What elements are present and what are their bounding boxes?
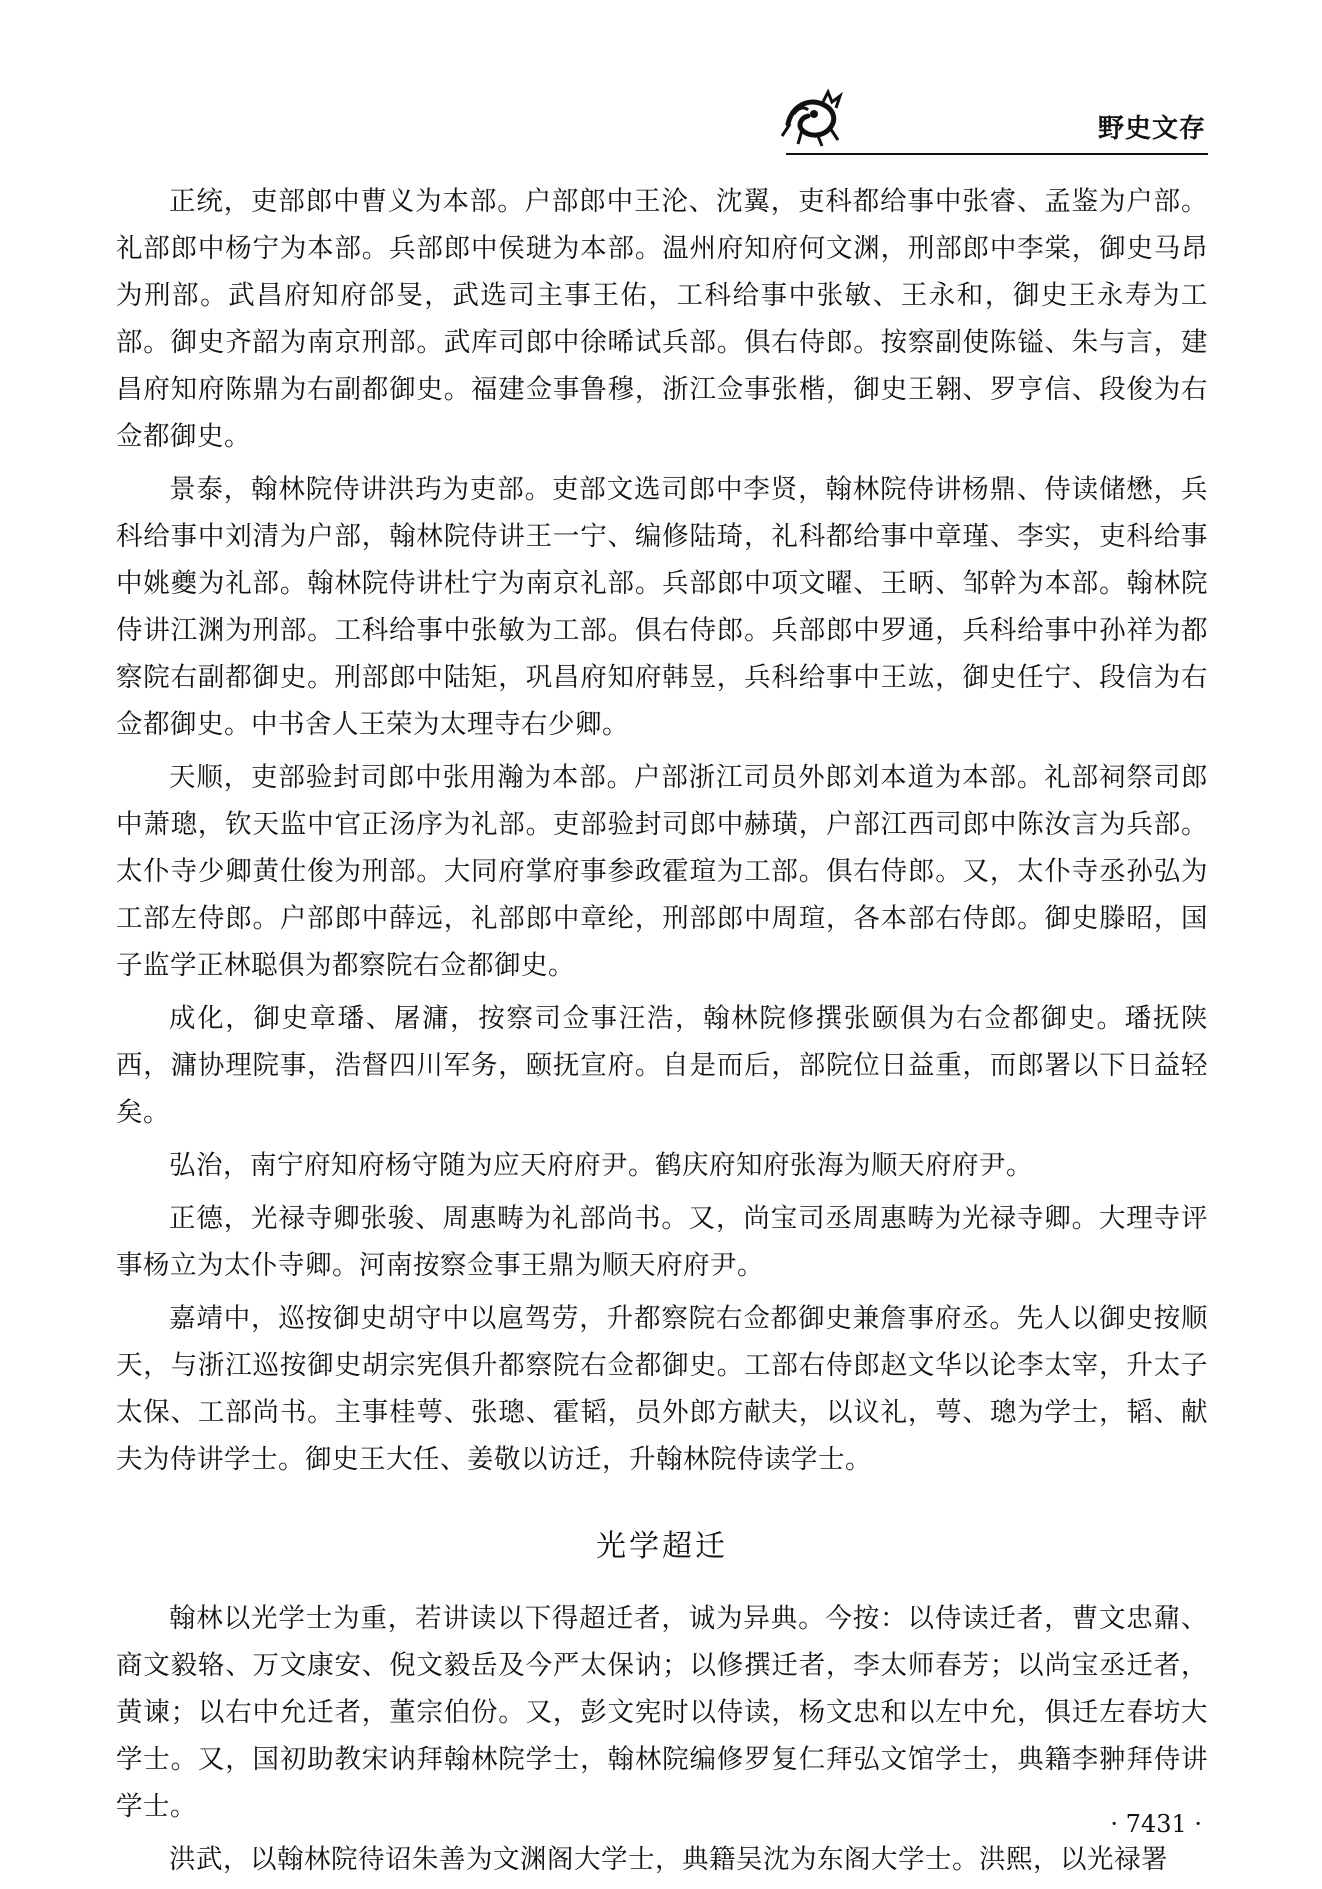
- page-header: [0, 0, 1322, 170]
- paragraph: 景泰，翰林院侍讲洪玙为吏部。吏部文选司郎中李贤，翰林院侍讲杨鼎、侍读储懋，兵科给事中刘清为户部，翰林院侍讲王一宁、编修陆琦，礼科都给事中章瑾、李实，吏科给事中姚夔为礼部。翰林院侍讲杜宁为南京礼部。兵部郎中项文曜、王昞、邹幹为本部。翰林院侍讲江渊为刑部。工科给事中张敏为工部。俱右侍郎。兵部郎中罗通，兵科给事中孙祥为都察院右副都御史。刑部郎中陆矩，巩昌府知府韩昱，兵科给事中王竑，御史任宁、段信为右佥都御史。中书舍人王荣为太理寺右少卿。: [116, 474, 1208, 740]
- section-heading: 光学超迁: [596, 1529, 728, 1564]
- paragraph: 洪武，以翰林院待诏朱善为文渊阁大学士，典籍吴沈为东阁大学士。洪熙，以光禄署: [169, 1844, 1168, 1875]
- dragon-icon: [778, 84, 848, 148]
- paragraph: 翰林以光学士为重，若讲读以下得超迁者，诚为异典。今按：以侍读迁者，曹文忠鼐、商文毅辂、万文康安、倪文毅岳及今严太保讷；以修撰迁者，李太师春芳；以尚宝丞迁者，黄谏；以右中允迁者，董宗伯份。又，彭文宪时以侍读，杨文忠和以左中允，俱迁左春坊大学士。又，国初助教宋讷拜翰林院学士，翰林院编修罗复仁拜弘文馆学士，典籍李翀拜侍讲学士。: [116, 1603, 1208, 1822]
- paragraph: 弘治，南宁府知府杨守随为应天府府尹。鹤庆府知府张海为顺天府府尹。: [169, 1150, 1033, 1181]
- header-rule: [786, 153, 1208, 155]
- paragraph: 正统，吏部郎中曹义为本部。户部郎中王沦、沈翼，吏科都给事中张睿、孟鉴为户部。礼部郎中杨宁为本部。兵部郎中侯琎为本部。温州府知府何文渊，刑部郎中李棠，御史马昂为刑部。武昌府知府郃旻，武选司主事王佑，工科给事中张敏、王永和，御史王永寿为工部。御史齐韶为南京刑部。武库司郎中徐晞试兵部。俱右侍郎。按察副使陈镒、朱与言，建昌府知府陈鼎为右副都御史。福建佥事鲁穆，浙江佥事张楷，御史王翱、罗亨信、段俊为右佥都御史。: [116, 186, 1208, 452]
- series-title: 野史文存: [1097, 114, 1206, 144]
- paragraph: 天顺，吏部验封司郎中张用瀚为本部。户部浙江司员外郎刘本道为本部。礼部祠祭司郎中萧璁，钦天监中官正汤序为礼部。吏部验封司郎中赫璜，户部江西司郎中陈汝言为兵部。太仆寺少卿黄仕俊为刑部。大同府掌府事参政霍瑄为工部。俱右侍郎。又，太仆寺丞孙弘为工部左侍郎。户部郎中薛远，礼部郎中章纶，刑部郎中周瑄，各本部右侍郎。御史滕昭，国子监学正林聪俱为都察院右佥都御史。: [116, 762, 1208, 981]
- page-body: [116, 178, 1208, 1889]
- paragraph: 成化，御史章璠、屠滽，按察司佥事汪浩，翰林院修撰张颐俱为右佥都御史。璠抚陕西，滽协理院事，浩督四川军务，颐抚宣府。自是而后，部院位日益重，而郎署以下日益轻矣。: [116, 1003, 1208, 1128]
- paragraph: 正德，光禄寺卿张骏、周惠畴为礼部尚书。又，尚宝司丞周惠畴为光禄寺卿。大理寺评事杨立为太仆寺卿。河南按察佥事王鼎为顺天府府尹。: [116, 1203, 1208, 1281]
- page-number: · 7431 ·: [1110, 1810, 1202, 1838]
- paragraph: 嘉靖中，巡按御史胡守中以扈驾劳，升都察院右佥都御史兼詹事府丞。先人以御史按顺天，与浙江巡按御史胡宗宪俱升都察院右佥都御史。工部右侍郎赵文华以论李太宰，升太子太保、工部尚书。主事桂萼、张璁、霍韬，员外郎方献夫，以议礼，萼、璁为学士，韬、献夫为侍讲学士。御史王大任、姜敬以访迁，升翰林院侍读学士。: [116, 1303, 1208, 1475]
